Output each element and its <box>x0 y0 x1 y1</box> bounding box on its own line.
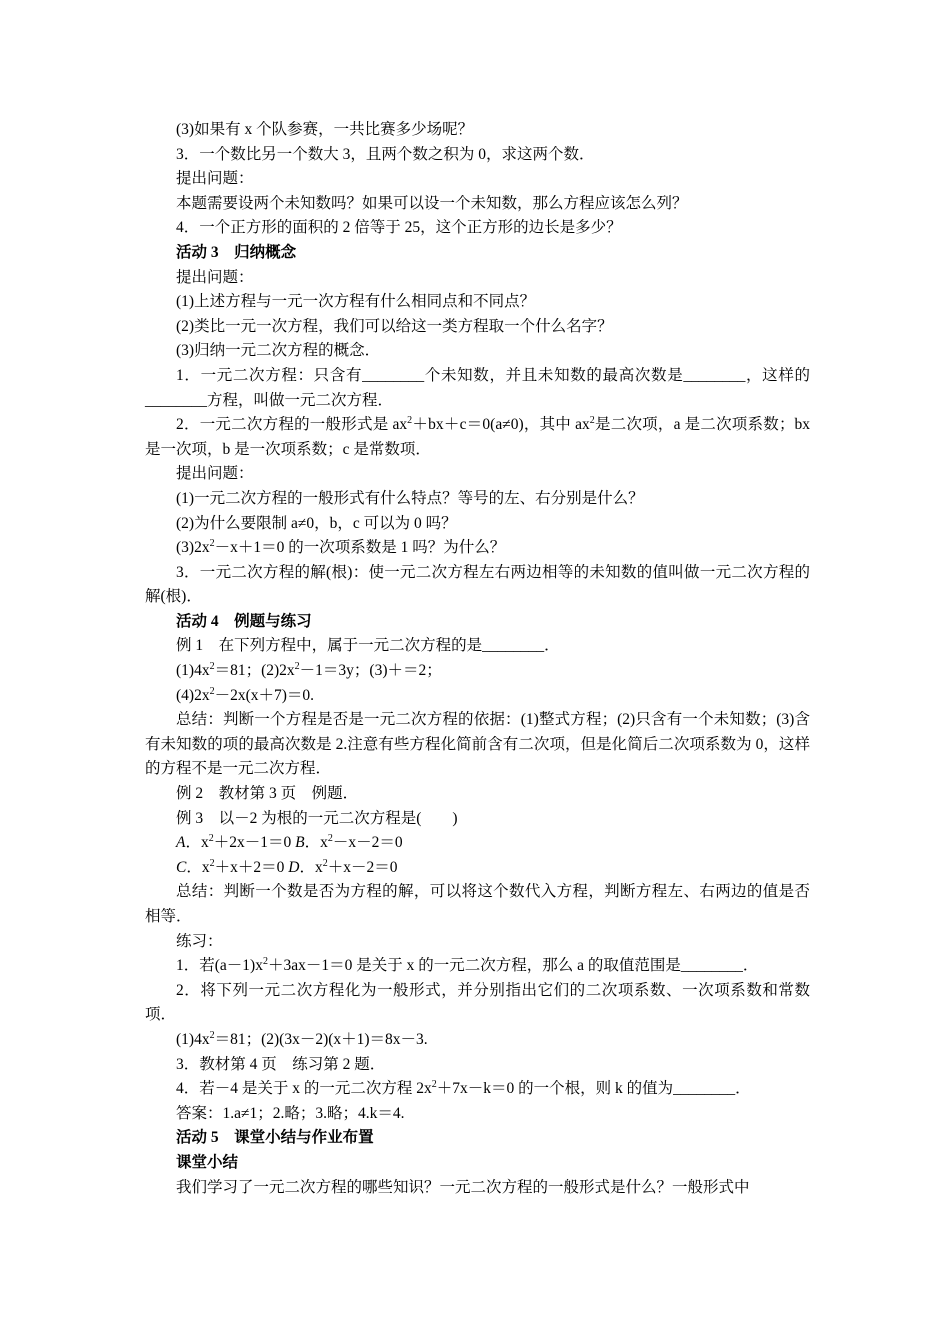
text-line: 例 2 教材第 3 页 例题． <box>176 785 359 803</box>
paragraph <box>145 413 810 462</box>
text-line: 3．一个数比另一个数大 3，且两个数之积为 0，求这两个数． <box>176 145 595 163</box>
text-line: (1)一元二次方程的一般形式有什么特点？等号的左、右分别是什么？ <box>176 489 644 507</box>
text-line: (3)如果有 x 个队参赛，一共比赛多少场呢？ <box>176 121 474 138</box>
text-line: 提出问题： <box>176 268 254 286</box>
text-span: ．x <box>299 858 323 876</box>
text-span: ＝81；(2)2x <box>214 662 295 680</box>
text-line <box>145 659 810 684</box>
text-span: ．x <box>186 858 210 876</box>
paragraph: 总结：判断一个方程是否是一元二次方程的依据：(1)整式方程；(2)只含有一个未知数；(3)含有未知数的项的最高次数是 2.注意有些方程化简前含有二次项，但是化简后二次项系数为 0，这样的方程不是一元二次方程． <box>145 711 810 778</box>
section-heading: 活动 4 例题与练习 <box>176 612 312 630</box>
text-span: (1)4x <box>176 1030 210 1048</box>
superscript: 2 <box>322 857 328 869</box>
text-span: －x＋1＝0 的一次项系数是 1 吗？为什么？ <box>214 539 506 557</box>
text-line: (3)归纳一元二次方程的概念． <box>176 342 381 360</box>
text-span: 2．一元二次方程的一般形式是 ax <box>176 416 408 434</box>
superscript: 2 <box>431 1079 437 1091</box>
text-span: ＋x＋2＝0 <box>214 858 285 876</box>
text-span: 4．若－4 是关于 x 的一元二次方程 2x <box>176 1080 432 1098</box>
text-line <box>145 1077 810 1102</box>
option-label: D <box>288 858 300 876</box>
text-span: 1．若(a－1)x <box>176 957 263 975</box>
paragraph: 总结：判断一个数是否为方程的解，可以将这个数代入方程，判断方程左、右两边的值是否相等． <box>145 883 810 925</box>
text-line <box>145 536 810 561</box>
text-line: 例 1 在下列方程中，属于一元二次方程的是________． <box>176 637 560 655</box>
subsection-heading: 课堂小结 <box>176 1153 239 1171</box>
text-line: (2)类比一元一次方程，我们可以给这一类方程取一个什么名字？ <box>176 317 613 335</box>
text-line <box>145 684 810 709</box>
superscript: 2 <box>209 1029 215 1041</box>
superscript: 2 <box>208 833 214 845</box>
text-line: 提出问题： <box>176 170 254 188</box>
option-line <box>145 831 810 856</box>
text-span: －x－2＝0 <box>332 834 403 852</box>
superscript: 2 <box>209 538 215 550</box>
paragraph: 3．一元二次方程的解(根)：使一元二次方程左右两边相等的未知数的值叫做一元二次方程的解(根)． <box>145 563 810 606</box>
option-label: B <box>295 834 305 852</box>
text-line: 练习： <box>176 932 223 950</box>
section-heading: 活动 5 课堂小结与作业布置 <box>176 1129 374 1147</box>
text-line: (2)为什么要限制 a≠0，b，c 可以为 0 吗？ <box>176 514 457 532</box>
superscript: 2 <box>209 857 215 869</box>
text-line: 例 3 以－2 为根的一元二次方程是( ) <box>176 809 458 827</box>
superscript: 2 <box>407 415 413 427</box>
text-span: －2x(x＋7)＝0. <box>214 686 315 704</box>
text-span: (1)4x <box>176 662 210 680</box>
text-span: ．x <box>185 834 209 852</box>
text-span: ＋2x－1＝0 <box>213 834 292 852</box>
superscript: 2 <box>262 956 268 968</box>
option-label: C <box>176 858 187 876</box>
text-span: ．x <box>304 834 328 852</box>
text-span: ＝81；(2)(3x－2)(x＋1)＝8x－3. <box>214 1030 428 1048</box>
text-line: 提出问题： <box>176 465 254 483</box>
text-span: ＋7x－k＝0 的一个根，则 k 的值为________． <box>436 1080 751 1098</box>
text-span: (4)2x <box>176 686 210 704</box>
text-span: －1＝3y；(3)＋＝2； <box>299 662 442 680</box>
text-span: ＋bx＋c＝0(a≠0)，其中 ax <box>412 416 590 434</box>
text-span: 是二次项，a 是二次项系数；bx 是一次项，b 是一次项系数；c 是常数项． <box>145 416 810 458</box>
paragraph: 2．将下列一元二次方程化为一般形式，并分别指出它们的二次项系数、一次项系数和常数项． <box>145 981 810 1024</box>
text-line <box>145 954 810 979</box>
text-span: (3)2x <box>176 539 210 557</box>
superscript: 2 <box>294 661 300 673</box>
superscript: 2 <box>209 661 215 673</box>
text-span: ＋3ax－1＝0 是关于 x 的一元二次方程，那么 a 的取值范围是________． <box>267 957 759 975</box>
text-line: 我们学习了一元二次方程的哪些知识？一元二次方程的一般形式是什么？一般形式中 <box>176 1178 750 1196</box>
text-line <box>145 1028 810 1053</box>
text-line: 答案：1.a≠1；2.略；3.略；4.k＝4. <box>176 1104 405 1122</box>
superscript: 2 <box>327 833 333 845</box>
paragraph: 1．一元二次方程：只含有________个未知数，并且未知数的最高次数是________，这样的________方程，叫做一元二次方程． <box>145 366 810 409</box>
text-line: (1)上述方程与一元一次方程有什么相同点和不同点？ <box>176 293 536 311</box>
superscript: 2 <box>209 685 215 697</box>
text-span: ＋x－2＝0 <box>327 858 398 876</box>
superscript: 2 <box>589 415 595 427</box>
text-line: 3．教材第 4 页 练习第 2 题． <box>176 1055 386 1073</box>
option-line <box>145 856 810 881</box>
text-line: 本题需要设两个未知数吗？如果可以设一个未知数，那么方程应该怎么列？ <box>176 194 688 212</box>
section-heading: 活动 3 归纳概念 <box>176 243 297 261</box>
text-line: 4．一个正方形的面积的 2 倍等于 25，这个正方形的边长是多少？ <box>176 219 622 237</box>
document-page <box>145 118 810 1200</box>
option-label: A <box>176 834 186 852</box>
